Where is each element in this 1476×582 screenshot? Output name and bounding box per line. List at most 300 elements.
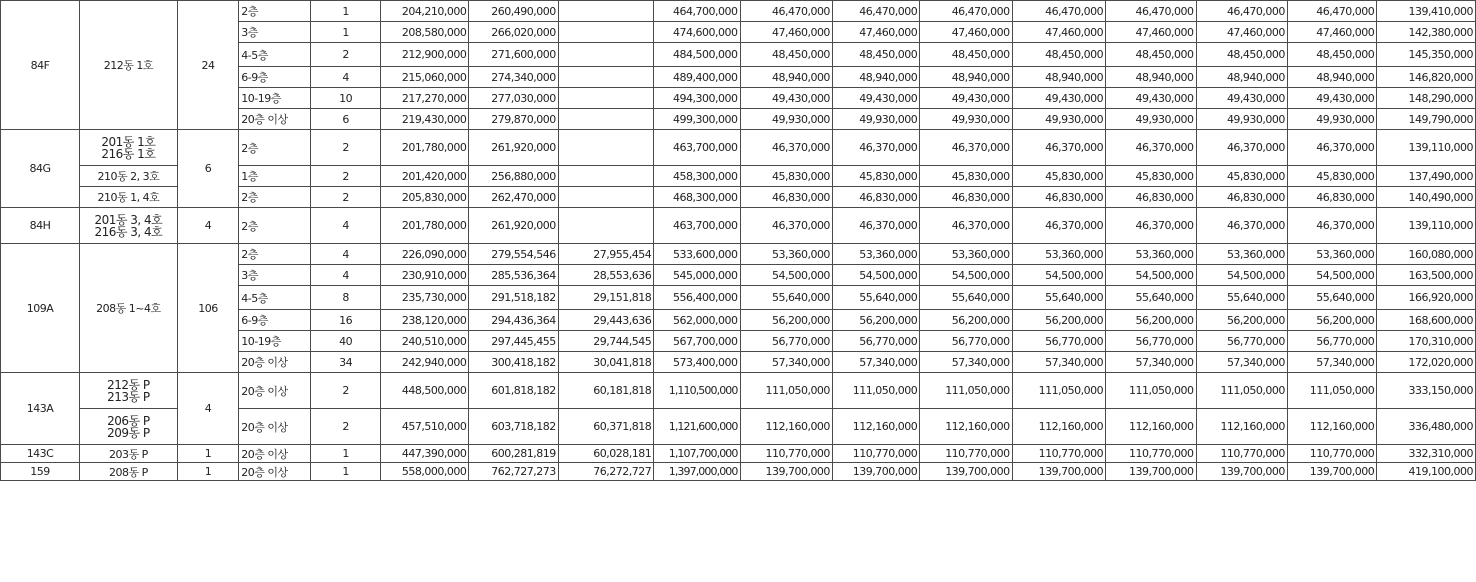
- vat-cell: 60,181,818: [558, 373, 654, 409]
- interim-2-cell: 49,430,000: [920, 88, 1012, 109]
- deposit-cell: 139,700,000: [740, 463, 832, 481]
- land-price-cell: 205,830,000: [381, 187, 469, 208]
- floor-cell: 4-5층: [239, 286, 311, 310]
- interim-6-cell: 46,830,000: [1287, 187, 1376, 208]
- deposit-cell: 56,770,000: [740, 331, 832, 352]
- interim-2-cell: 112,160,000: [920, 409, 1012, 445]
- total-cell: 484,500,000: [654, 43, 740, 67]
- interim-5-cell: 47,460,000: [1196, 22, 1287, 43]
- balance-cell: 170,310,000: [1377, 331, 1476, 352]
- floor-cell: 2층: [239, 130, 311, 166]
- floor-cell: 20층 이상: [239, 373, 311, 409]
- interim-6-cell: 46,370,000: [1287, 208, 1376, 244]
- building-price-cell: 601,818,182: [469, 373, 558, 409]
- count-cell: 4: [311, 208, 381, 244]
- table-row: [1, 208, 1476, 244]
- vat-cell: 29,443,636: [558, 310, 654, 331]
- vat-cell: [558, 130, 654, 166]
- floor-cell: 20층 이상: [239, 463, 311, 481]
- total-cell: 474,600,000: [654, 22, 740, 43]
- interim-4-cell: 48,450,000: [1106, 43, 1196, 67]
- deposit-cell: 55,640,000: [740, 286, 832, 310]
- floor-cell: 20층 이상: [239, 352, 311, 373]
- interim-3-cell: 49,430,000: [1012, 88, 1105, 109]
- vat-cell: [558, 43, 654, 67]
- total-cell: 499,300,000: [654, 109, 740, 130]
- total-cell: 556,400,000: [654, 286, 740, 310]
- interim-1-cell: 112,160,000: [832, 409, 919, 445]
- count-cell: 10: [311, 88, 381, 109]
- interim-1-cell: 54,500,000: [832, 265, 919, 286]
- interim-2-cell: 111,050,000: [920, 373, 1012, 409]
- interim-2-cell: 48,450,000: [920, 43, 1012, 67]
- type-cell: 109A: [1, 244, 80, 373]
- land-price-cell: 240,510,000: [381, 331, 469, 352]
- building-price-cell: 762,727,273: [469, 463, 558, 481]
- type-cell: 143A: [1, 373, 80, 445]
- interim-3-cell: 46,370,000: [1012, 130, 1105, 166]
- land-price-cell: 217,270,000: [381, 88, 469, 109]
- interim-1-cell: 46,830,000: [832, 187, 919, 208]
- interim-5-cell: 45,830,000: [1196, 166, 1287, 187]
- building-price-cell: 600,281,819: [469, 445, 558, 463]
- interim-4-cell: 111,050,000: [1106, 373, 1196, 409]
- floor-cell: 2층: [239, 244, 311, 265]
- interim-6-cell: 112,160,000: [1287, 409, 1376, 445]
- land-price-cell: 558,000,000: [381, 463, 469, 481]
- floor-cell: 6-9층: [239, 67, 311, 88]
- interim-1-cell: 45,830,000: [832, 166, 919, 187]
- total-cell: 545,000,000: [654, 265, 740, 286]
- units-cell: 1: [177, 463, 239, 481]
- interim-5-cell: 46,370,000: [1196, 208, 1287, 244]
- total-cell: 1,121,600,000: [654, 409, 740, 445]
- vat-cell: [558, 208, 654, 244]
- floor-cell: 1층: [239, 166, 311, 187]
- table-row: [1, 130, 1476, 166]
- table-row: [1, 244, 1476, 265]
- floor-cell: 20층 이상: [239, 445, 311, 463]
- count-cell: 40: [311, 331, 381, 352]
- interim-3-cell: 46,830,000: [1012, 187, 1105, 208]
- interim-3-cell: 56,200,000: [1012, 310, 1105, 331]
- floor-cell: 10-19층: [239, 88, 311, 109]
- building-cell: [80, 208, 178, 244]
- vat-cell: 29,151,818: [558, 286, 654, 310]
- building-price-cell: 300,418,182: [469, 352, 558, 373]
- vat-cell: 60,371,818: [558, 409, 654, 445]
- vat-cell: [558, 22, 654, 43]
- count-cell: 4: [311, 67, 381, 88]
- balance-cell: 140,490,000: [1377, 187, 1476, 208]
- interim-4-cell: 46,370,000: [1106, 130, 1196, 166]
- balance-cell: 336,480,000: [1377, 409, 1476, 445]
- interim-1-cell: 46,470,000: [832, 1, 919, 22]
- count-cell: 2: [311, 187, 381, 208]
- building-price-cell: 279,554,546: [469, 244, 558, 265]
- floor-cell: 2층: [239, 208, 311, 244]
- building-price-cell: 271,600,000: [469, 43, 558, 67]
- interim-2-cell: 139,700,000: [920, 463, 1012, 481]
- deposit-cell: 48,450,000: [740, 43, 832, 67]
- interim-3-cell: 139,700,000: [1012, 463, 1105, 481]
- building-price-cell: 285,536,364: [469, 265, 558, 286]
- interim-1-cell: 56,200,000: [832, 310, 919, 331]
- land-price-cell: 212,900,000: [381, 43, 469, 67]
- balance-cell: 332,310,000: [1377, 445, 1476, 463]
- interim-5-cell: 54,500,000: [1196, 265, 1287, 286]
- interim-4-cell: 46,370,000: [1106, 208, 1196, 244]
- building-cell: 208동 P: [80, 463, 178, 481]
- deposit-cell: 46,370,000: [740, 130, 832, 166]
- total-cell: 573,400,000: [654, 352, 740, 373]
- interim-2-cell: 56,770,000: [920, 331, 1012, 352]
- interim-5-cell: 56,200,000: [1196, 310, 1287, 331]
- table-row: [1, 1, 1476, 22]
- deposit-cell: 47,460,000: [740, 22, 832, 43]
- interim-3-cell: 46,470,000: [1012, 1, 1105, 22]
- interim-4-cell: 49,930,000: [1106, 109, 1196, 130]
- building-price-cell: 266,020,000: [469, 22, 558, 43]
- interim-6-cell: 49,430,000: [1287, 88, 1376, 109]
- count-cell: 16: [311, 310, 381, 331]
- interim-1-cell: 56,770,000: [832, 331, 919, 352]
- interim-1-cell: 49,430,000: [832, 88, 919, 109]
- interim-2-cell: 46,830,000: [920, 187, 1012, 208]
- vat-cell: [558, 1, 654, 22]
- total-cell: 494,300,000: [654, 88, 740, 109]
- total-cell: 567,700,000: [654, 331, 740, 352]
- cell-line: 216동 3, 4호: [94, 224, 163, 239]
- interim-5-cell: 139,700,000: [1196, 463, 1287, 481]
- vat-cell: 30,041,818: [558, 352, 654, 373]
- vat-cell: [558, 187, 654, 208]
- type-cell: 84G: [1, 130, 80, 208]
- balance-cell: 163,500,000: [1377, 265, 1476, 286]
- interim-6-cell: 45,830,000: [1287, 166, 1376, 187]
- balance-cell: 419,100,000: [1377, 463, 1476, 481]
- deposit-cell: 46,830,000: [740, 187, 832, 208]
- building-price-cell: 274,340,000: [469, 67, 558, 88]
- interim-3-cell: 57,340,000: [1012, 352, 1105, 373]
- interim-6-cell: 56,200,000: [1287, 310, 1376, 331]
- floor-cell: 3층: [239, 265, 311, 286]
- interim-2-cell: 49,930,000: [920, 109, 1012, 130]
- interim-4-cell: 46,830,000: [1106, 187, 1196, 208]
- interim-1-cell: 57,340,000: [832, 352, 919, 373]
- vat-cell: [558, 166, 654, 187]
- deposit-cell: 49,430,000: [740, 88, 832, 109]
- deposit-cell: 49,930,000: [740, 109, 832, 130]
- interim-4-cell: 57,340,000: [1106, 352, 1196, 373]
- interim-5-cell: 46,370,000: [1196, 130, 1287, 166]
- floor-cell: 6-9층: [239, 310, 311, 331]
- balance-cell: 166,920,000: [1377, 286, 1476, 310]
- cell-line: 201동 1호: [101, 134, 156, 149]
- cell-line: 213동 P: [107, 389, 150, 404]
- interim-1-cell: 110,770,000: [832, 445, 919, 463]
- interim-6-cell: 48,940,000: [1287, 67, 1376, 88]
- interim-5-cell: 48,940,000: [1196, 67, 1287, 88]
- vat-cell: 76,272,727: [558, 463, 654, 481]
- vat-cell: 29,744,545: [558, 331, 654, 352]
- vat-cell: [558, 88, 654, 109]
- interim-3-cell: 112,160,000: [1012, 409, 1105, 445]
- total-cell: 1,110,500,000: [654, 373, 740, 409]
- interim-1-cell: 49,930,000: [832, 109, 919, 130]
- table-body: [1, 1, 1476, 481]
- floor-cell: 20층 이상: [239, 109, 311, 130]
- land-price-cell: 215,060,000: [381, 67, 469, 88]
- table-row: [1, 463, 1476, 481]
- land-price-cell: 448,500,000: [381, 373, 469, 409]
- interim-4-cell: 56,770,000: [1106, 331, 1196, 352]
- interim-3-cell: 56,770,000: [1012, 331, 1105, 352]
- total-cell: 562,000,000: [654, 310, 740, 331]
- units-cell: 6: [177, 130, 239, 208]
- type-cell: 159: [1, 463, 80, 481]
- cell-line: 209동 P: [107, 425, 150, 440]
- balance-cell: 139,410,000: [1377, 1, 1476, 22]
- balance-cell: 139,110,000: [1377, 208, 1476, 244]
- deposit-cell: 110,770,000: [740, 445, 832, 463]
- interim-5-cell: 56,770,000: [1196, 331, 1287, 352]
- land-price-cell: 447,390,000: [381, 445, 469, 463]
- count-cell: 1: [311, 1, 381, 22]
- interim-2-cell: 45,830,000: [920, 166, 1012, 187]
- interim-3-cell: 45,830,000: [1012, 166, 1105, 187]
- deposit-cell: 46,370,000: [740, 208, 832, 244]
- cell-line: 206동 P: [107, 413, 150, 428]
- count-cell: 8: [311, 286, 381, 310]
- interim-4-cell: 56,200,000: [1106, 310, 1196, 331]
- total-cell: 463,700,000: [654, 130, 740, 166]
- building-price-cell: 261,920,000: [469, 130, 558, 166]
- balance-cell: 168,600,000: [1377, 310, 1476, 331]
- count-cell: 34: [311, 352, 381, 373]
- interim-1-cell: 53,360,000: [832, 244, 919, 265]
- deposit-cell: 48,940,000: [740, 67, 832, 88]
- interim-4-cell: 53,360,000: [1106, 244, 1196, 265]
- interim-1-cell: 55,640,000: [832, 286, 919, 310]
- total-cell: 1,107,700,000: [654, 445, 740, 463]
- deposit-cell: 46,470,000: [740, 1, 832, 22]
- table-row: [1, 445, 1476, 463]
- units-cell: 1: [177, 445, 239, 463]
- building-cell: [80, 130, 178, 166]
- interim-6-cell: 54,500,000: [1287, 265, 1376, 286]
- interim-6-cell: 46,470,000: [1287, 1, 1376, 22]
- building-price-cell: 277,030,000: [469, 88, 558, 109]
- floor-cell: 10-19층: [239, 331, 311, 352]
- balance-cell: 148,290,000: [1377, 88, 1476, 109]
- floor-cell: 4-5층: [239, 43, 311, 67]
- balance-cell: 172,020,000: [1377, 352, 1476, 373]
- building-price-cell: 262,470,000: [469, 187, 558, 208]
- units-cell: 4: [177, 208, 239, 244]
- land-price-cell: 219,430,000: [381, 109, 469, 130]
- interim-5-cell: 57,340,000: [1196, 352, 1287, 373]
- vat-cell: 60,028,181: [558, 445, 654, 463]
- land-price-cell: 201,780,000: [381, 130, 469, 166]
- building-price-cell: 297,445,455: [469, 331, 558, 352]
- cell-line: 212동 P: [107, 377, 150, 392]
- building-cell: 210동 2, 3호: [80, 166, 178, 187]
- building-cell: 212동 1호: [80, 1, 178, 130]
- interim-3-cell: 111,050,000: [1012, 373, 1105, 409]
- count-cell: 2: [311, 130, 381, 166]
- balance-cell: 142,380,000: [1377, 22, 1476, 43]
- total-cell: 1,397,000,000: [654, 463, 740, 481]
- total-cell: 533,600,000: [654, 244, 740, 265]
- interim-4-cell: 45,830,000: [1106, 166, 1196, 187]
- count-cell: 1: [311, 22, 381, 43]
- interim-3-cell: 48,940,000: [1012, 67, 1105, 88]
- interim-3-cell: 48,450,000: [1012, 43, 1105, 67]
- interim-2-cell: 47,460,000: [920, 22, 1012, 43]
- interim-6-cell: 57,340,000: [1287, 352, 1376, 373]
- count-cell: 6: [311, 109, 381, 130]
- interim-5-cell: 46,830,000: [1196, 187, 1287, 208]
- interim-2-cell: 55,640,000: [920, 286, 1012, 310]
- cell-line: 216동 1호: [101, 146, 156, 161]
- interim-5-cell: 46,470,000: [1196, 1, 1287, 22]
- interim-2-cell: 46,370,000: [920, 130, 1012, 166]
- interim-6-cell: 55,640,000: [1287, 286, 1376, 310]
- deposit-cell: 53,360,000: [740, 244, 832, 265]
- building-cell: [80, 409, 178, 445]
- balance-cell: 160,080,000: [1377, 244, 1476, 265]
- type-cell: 143C: [1, 445, 80, 463]
- units-cell: 106: [177, 244, 239, 373]
- interim-3-cell: 55,640,000: [1012, 286, 1105, 310]
- interim-6-cell: 111,050,000: [1287, 373, 1376, 409]
- total-cell: 468,300,000: [654, 187, 740, 208]
- building-price-cell: 291,518,182: [469, 286, 558, 310]
- total-cell: 489,400,000: [654, 67, 740, 88]
- interim-5-cell: 112,160,000: [1196, 409, 1287, 445]
- interim-2-cell: 53,360,000: [920, 244, 1012, 265]
- interim-4-cell: 46,470,000: [1106, 1, 1196, 22]
- units-cell: 24: [177, 1, 239, 130]
- interim-3-cell: 47,460,000: [1012, 22, 1105, 43]
- building-cell: [80, 373, 178, 409]
- interim-1-cell: 47,460,000: [832, 22, 919, 43]
- count-cell: 1: [311, 463, 381, 481]
- interim-2-cell: 54,500,000: [920, 265, 1012, 286]
- land-price-cell: 238,120,000: [381, 310, 469, 331]
- count-cell: 4: [311, 244, 381, 265]
- interim-5-cell: 111,050,000: [1196, 373, 1287, 409]
- floor-cell: 2층: [239, 187, 311, 208]
- count-cell: 2: [311, 409, 381, 445]
- interim-6-cell: 46,370,000: [1287, 130, 1376, 166]
- building-cell: 203동 P: [80, 445, 178, 463]
- interim-6-cell: 139,700,000: [1287, 463, 1376, 481]
- deposit-cell: 56,200,000: [740, 310, 832, 331]
- interim-6-cell: 49,930,000: [1287, 109, 1376, 130]
- land-price-cell: 204,210,000: [381, 1, 469, 22]
- land-price-cell: 208,580,000: [381, 22, 469, 43]
- building-cell: 208동 1~4호: [80, 244, 178, 373]
- interim-4-cell: 55,640,000: [1106, 286, 1196, 310]
- interim-5-cell: 55,640,000: [1196, 286, 1287, 310]
- interim-1-cell: 111,050,000: [832, 373, 919, 409]
- total-cell: 463,700,000: [654, 208, 740, 244]
- interim-3-cell: 53,360,000: [1012, 244, 1105, 265]
- land-price-cell: 230,910,000: [381, 265, 469, 286]
- floor-cell: 2층: [239, 1, 311, 22]
- count-cell: 2: [311, 166, 381, 187]
- total-cell: 464,700,000: [654, 1, 740, 22]
- interim-3-cell: 49,930,000: [1012, 109, 1105, 130]
- interim-6-cell: 47,460,000: [1287, 22, 1376, 43]
- interim-3-cell: 110,770,000: [1012, 445, 1105, 463]
- interim-1-cell: 48,940,000: [832, 67, 919, 88]
- interim-4-cell: 112,160,000: [1106, 409, 1196, 445]
- units-cell: 4: [177, 373, 239, 445]
- interim-1-cell: 48,450,000: [832, 43, 919, 67]
- land-price-cell: 457,510,000: [381, 409, 469, 445]
- interim-5-cell: 48,450,000: [1196, 43, 1287, 67]
- interim-3-cell: 54,500,000: [1012, 265, 1105, 286]
- interim-5-cell: 53,360,000: [1196, 244, 1287, 265]
- interim-4-cell: 54,500,000: [1106, 265, 1196, 286]
- interim-4-cell: 139,700,000: [1106, 463, 1196, 481]
- interim-2-cell: 110,770,000: [920, 445, 1012, 463]
- building-price-cell: 261,920,000: [469, 208, 558, 244]
- count-cell: 2: [311, 373, 381, 409]
- interim-2-cell: 56,200,000: [920, 310, 1012, 331]
- land-price-cell: 242,940,000: [381, 352, 469, 373]
- deposit-cell: 112,160,000: [740, 409, 832, 445]
- interim-4-cell: 47,460,000: [1106, 22, 1196, 43]
- building-price-cell: 256,880,000: [469, 166, 558, 187]
- interim-4-cell: 49,430,000: [1106, 88, 1196, 109]
- interim-2-cell: 46,470,000: [920, 1, 1012, 22]
- building-price-cell: 279,870,000: [469, 109, 558, 130]
- type-cell: 84F: [1, 1, 80, 130]
- balance-cell: 146,820,000: [1377, 67, 1476, 88]
- building-price-cell: 260,490,000: [469, 1, 558, 22]
- total-cell: 458,300,000: [654, 166, 740, 187]
- deposit-cell: 111,050,000: [740, 373, 832, 409]
- cell-line: 201동 3, 4호: [94, 212, 163, 227]
- interim-6-cell: 53,360,000: [1287, 244, 1376, 265]
- land-price-cell: 226,090,000: [381, 244, 469, 265]
- balance-cell: 139,110,000: [1377, 130, 1476, 166]
- interim-1-cell: 46,370,000: [832, 130, 919, 166]
- count-cell: 1: [311, 445, 381, 463]
- interim-5-cell: 49,430,000: [1196, 88, 1287, 109]
- vat-cell: [558, 67, 654, 88]
- building-cell: 210동 1, 4호: [80, 187, 178, 208]
- type-cell: 84H: [1, 208, 80, 244]
- vat-cell: 27,955,454: [558, 244, 654, 265]
- interim-1-cell: 139,700,000: [832, 463, 919, 481]
- interim-4-cell: 48,940,000: [1106, 67, 1196, 88]
- interim-2-cell: 48,940,000: [920, 67, 1012, 88]
- table-row: [1, 373, 1476, 409]
- building-price-cell: 294,436,364: [469, 310, 558, 331]
- building-price-cell: 603,718,182: [469, 409, 558, 445]
- interim-5-cell: 49,930,000: [1196, 109, 1287, 130]
- interim-3-cell: 46,370,000: [1012, 208, 1105, 244]
- land-price-cell: 201,420,000: [381, 166, 469, 187]
- interim-6-cell: 56,770,000: [1287, 331, 1376, 352]
- interim-6-cell: 110,770,000: [1287, 445, 1376, 463]
- balance-cell: 137,490,000: [1377, 166, 1476, 187]
